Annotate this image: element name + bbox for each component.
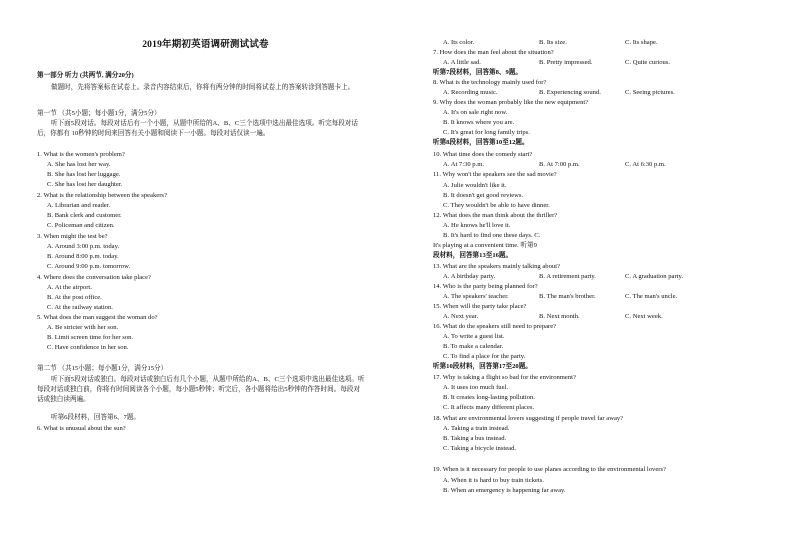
section1-intro: 听下面5段对话。每段对话后有一个小题，从题中所给的A、B、C三个选项中选出最佳选项。听完每段对话后，你都有 10秒钟的时间来回答有关小题和阅读下一小题。每段对话仅读一遍。 xyxy=(37,120,358,138)
question-10-option-b: B. At 7:00 p.m. xyxy=(539,161,580,168)
question-13: 13. What are the speakers mainly talking about? xyxy=(433,263,560,270)
question-2-option-c: C. Policeman and citizen. xyxy=(47,222,115,229)
question-6: 6. What is unusual about the sun? xyxy=(37,425,126,432)
question-6-option-a: A. Its color. xyxy=(443,39,475,46)
question-17-option-b: B. It creates long-lasting pollution. xyxy=(443,394,535,401)
passage7-note: 听第7段材料，回答第8、9题。 xyxy=(433,69,523,76)
question-18-option-c: C. Taking a bicycle instead. xyxy=(443,445,517,452)
question-12-option-a: A. He knows he'll love it. xyxy=(443,222,511,229)
question-8-option-a: A. Recording music. xyxy=(443,89,498,96)
part1-heading: 第一部分 听力 (共两节, 满分20分) xyxy=(37,72,134,79)
section2-intro: 听下面5段对话或独白。每段对话或独白后有几个小题，从题中所给的A、B、C三个选项中选出最佳选项。听每段对话或独白前，你将有时间阅读各个小题，每小题5秒钟；听完后，各小题将给出5秒钟的作答时间。每段对话或独白读两遍。 xyxy=(37,376,365,404)
question-1: 1. What is the women's problem? xyxy=(37,151,125,158)
question-8: 8. What is the technology mainly used for? xyxy=(433,79,547,86)
question-1-option-c: C. She has lost her daughter. xyxy=(47,181,123,188)
question-15-option-c: C. Next week. xyxy=(625,313,663,320)
question-7-option-c: C. Quite curious. xyxy=(625,59,671,66)
part1-intro: 做题时，先将答案标在试卷上。录音内容结束后，你将有两分钟的时间将试卷上的答案转涂到答题卡上。 xyxy=(51,84,355,91)
question-9-option-b: B. It knows where you are. xyxy=(443,119,515,126)
question-5-option-c: C. Have confidence in her son. xyxy=(47,344,129,351)
question-16-option-a: A. To write a guest list. xyxy=(443,333,505,340)
question-19-option-a: A. When it is hard to buy train tickets. xyxy=(443,477,544,484)
question-7-option-a: A. A little sad. xyxy=(443,59,481,66)
question-14-option-a: A. The speakers' teacher. xyxy=(443,293,509,300)
question-7: 7. How does the man feel about the situation? xyxy=(433,49,554,56)
question-18-option-a: A. Taking a train instead. xyxy=(443,425,510,432)
question-5-option-b: B. Limit screen time for her son. xyxy=(47,334,134,341)
question-9: 9. Why does the woman probably like the new equipment? xyxy=(433,99,589,106)
question-12-option-b: B. It's hard to find one these days. C. xyxy=(443,232,541,239)
question-4-option-b: B. At the post office. xyxy=(47,294,102,301)
question-10: 10. What time does the comedy start? xyxy=(433,151,533,158)
question-19: 19. When is it necessary for people to use planes according to the environmental lovers? xyxy=(433,466,666,473)
question-16-option-c: C. To find a place for the party. xyxy=(443,353,526,360)
question-13-option-b: B. A retirement party. xyxy=(539,273,596,280)
question-8-option-c: C. Seeing pictures. xyxy=(625,89,675,96)
question-16: 16. What do the speakers still need to prepare? xyxy=(433,323,557,330)
question-18-option-b: B. Taking a bus instead. xyxy=(443,435,507,442)
section2-heading: 第二节 （共15小题；每小题1分，满分15分） xyxy=(37,365,168,372)
question-14-option-c: C. The man's uncle. xyxy=(625,293,678,300)
question-6-option-c: C. Its shape. xyxy=(625,39,658,46)
question-8-option-b: B. Experiencing sound. xyxy=(539,89,601,96)
question-9-option-c: C. It's great for long family trips. xyxy=(443,129,530,136)
question-12-option-c: It's playing at a convenient time. 听第9 xyxy=(433,242,537,249)
question-4: 4. Where does the conversation take place? xyxy=(37,274,151,281)
question-4-option-c: C. At the railway station. xyxy=(47,304,113,311)
question-19-option-b: B. When an emergency is happening far away. xyxy=(443,487,566,494)
passage6-note: 听第6段材料，回答第6、7题。 xyxy=(51,414,141,421)
question-3-option-a: A. Around 3:00 p.m. today. xyxy=(47,243,120,250)
passage9-note: 段材料，回答第13至16题。 xyxy=(433,252,513,259)
question-3-option-b: B. Around 8:00 p.m. today. xyxy=(47,253,119,260)
question-9-option-a: A. It's on sale right now. xyxy=(443,109,508,116)
question-17: 17. Why is taking a flight so bad for the environment? xyxy=(433,374,576,381)
question-2-option-a: A. Librarian and reader. xyxy=(47,202,111,209)
question-7-option-b: B. Pretty impressed. xyxy=(539,59,593,66)
question-13-option-c: C. A graduation party. xyxy=(625,273,683,280)
question-1-option-b: B. She has lost her luggage. xyxy=(47,171,121,178)
question-17-option-c: C. It affects many different places. xyxy=(443,404,535,411)
passage8-note: 听第8段材料，回答第10至12题。 xyxy=(433,139,529,146)
question-12: 12. What does the man think about the thriller? xyxy=(433,212,558,219)
question-14-option-b: B. The man's brother. xyxy=(539,293,596,300)
question-11-option-c: C. They wouldn't be able to have dinner. xyxy=(443,202,550,209)
section1-heading: 第一节 （共5小题；每小题1分，满分5分） xyxy=(37,110,161,117)
question-10-option-a: A. At 7:30 p.m. xyxy=(443,161,485,168)
question-15: 15. When will the party take place? xyxy=(433,303,527,310)
question-5-option-a: A. Be stricter with her son. xyxy=(47,324,119,331)
question-17-option-a: A. It uses too much fuel. xyxy=(443,384,509,391)
question-3: 3. When might the test be? xyxy=(37,233,108,240)
question-14: 14. Who is the party being planned for? xyxy=(433,283,538,290)
question-11-option-a: A. Julie wouldn't like it. xyxy=(443,182,507,189)
page-title: 2019年期初英语调研测试试卷 xyxy=(142,40,269,50)
question-15-option-b: B. Next month. xyxy=(539,313,580,320)
question-5: 5. What does the man suggest the woman do? xyxy=(37,314,158,321)
question-1-option-a: A. She has lost her way. xyxy=(47,161,111,168)
question-2-option-b: B. Bank clerk and customer. xyxy=(47,212,122,219)
question-13-option-a: A. A birthday party. xyxy=(443,273,496,280)
question-16-option-b: B. To make a calendar. xyxy=(443,343,504,350)
question-18: 18. What are environmental lovers suggesting if people travel far away? xyxy=(433,415,624,422)
question-15-option-a: A. Next year. xyxy=(443,313,479,320)
question-11-option-b: B. It doesn't get good reviews. xyxy=(443,192,524,199)
question-2: 2. What is the relationship between the speakers? xyxy=(37,192,167,199)
question-6-option-b: B. Its size. xyxy=(539,39,567,46)
question-10-option-c: C. At 6:30 p.m. xyxy=(625,161,666,168)
question-3-option-c: C. Around 9:00 p.m. tomorrow. xyxy=(47,263,131,270)
question-11: 11. Why won't the speakers see the sad movie? xyxy=(433,171,557,178)
question-4-option-a: A. At the airport. xyxy=(47,284,92,291)
passage10-note: 听第10段材料，回答第17至20题。 xyxy=(433,363,532,370)
